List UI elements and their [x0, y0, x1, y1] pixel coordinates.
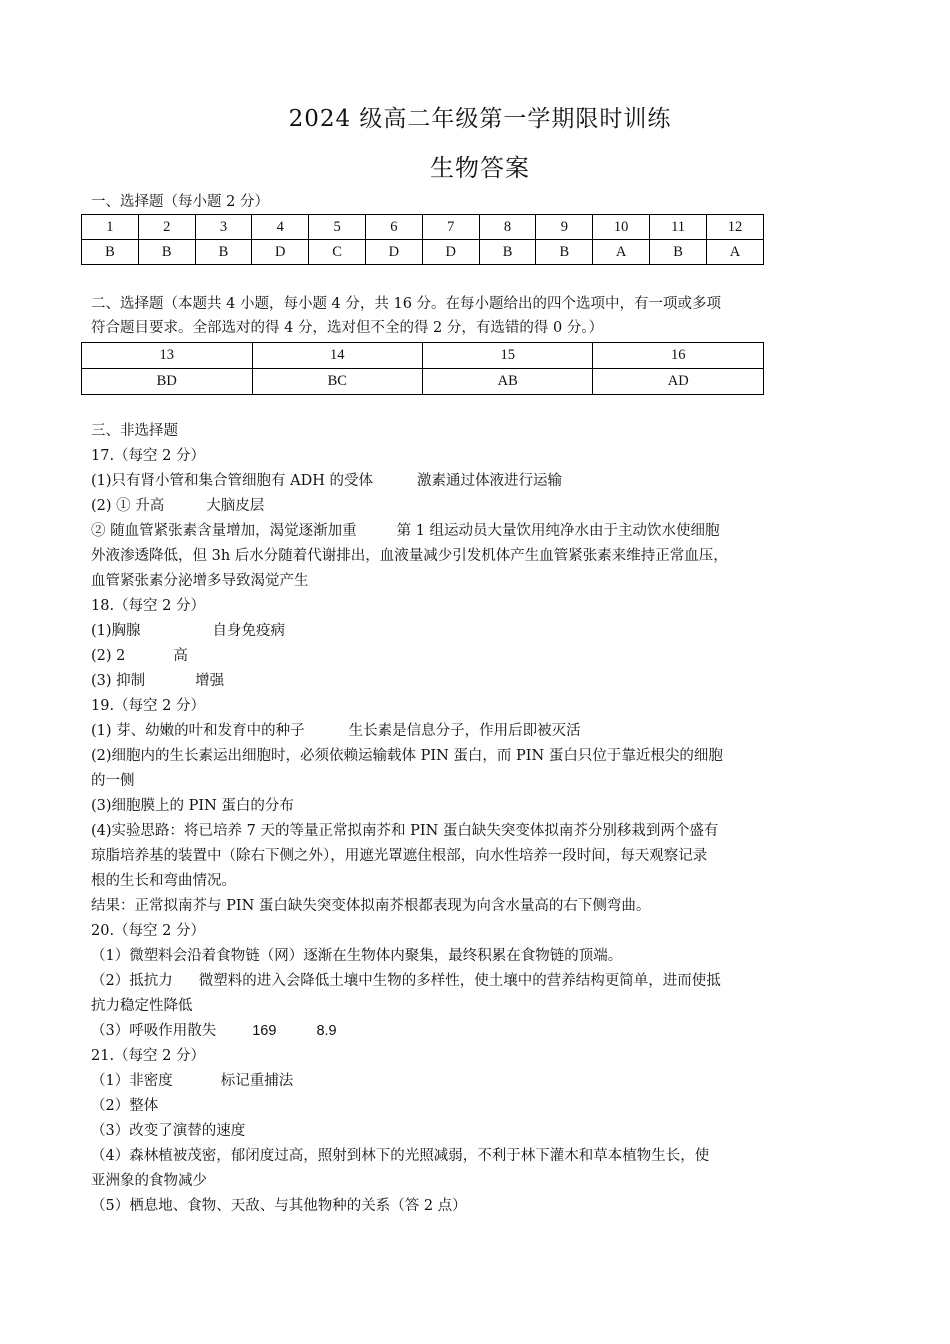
section2-heading-line2: 符合题目要求。全部选对的得 4 分，选对但不全的得 2 分，有选错的得 0 分。）	[91, 320, 604, 336]
q17-line1	[91, 471, 562, 491]
q20-answer-4b: 169	[252, 1023, 277, 1039]
q20-line3: 抗力稳定性降低	[91, 998, 193, 1014]
question-number: 8	[479, 215, 536, 240]
q21-line1	[91, 1071, 293, 1091]
q21-line5: 亚洲象的食物减少	[91, 1173, 207, 1189]
q20-answer-4a: （3）呼吸作用散失	[91, 1023, 217, 1039]
q20-line2	[91, 971, 721, 991]
question-number: 13	[82, 343, 253, 369]
q18-answer-2a: (2) 2	[91, 648, 126, 664]
q19-line5: (4)实验思路：将已培养 7 天的等量正常拟南芥和 PIN 蛋白缺失突变体拟南芥分别移栽到两个盛有	[91, 823, 719, 839]
answer-cell: B	[82, 240, 139, 265]
q19-line3: 的一侧	[91, 773, 135, 789]
section3-heading: 三、非选择题	[91, 423, 178, 439]
question-number: 15	[422, 343, 593, 369]
answer-cell: B	[536, 240, 593, 265]
q20-heading: 20.（每空 2 分）	[91, 923, 206, 939]
q18-heading: 18.（每空 2 分）	[91, 598, 206, 614]
q19-line2: (2)细胞内的生长素运出细胞时，必须依赖运输载体 PIN 蛋白，而 PIN 蛋白只位于靠近根尖的细胞	[91, 748, 723, 764]
section1-answer-table	[81, 214, 764, 265]
answer-cell: B	[479, 240, 536, 265]
q17-line3	[91, 521, 720, 541]
answer-cell: D	[366, 240, 423, 265]
answer-cell: B	[650, 240, 707, 265]
answer-cell: D	[422, 240, 479, 265]
q17-heading: 17.（每空 2 分）	[91, 448, 206, 464]
q19-line4: (3)细胞膜上的 PIN 蛋白的分布	[91, 798, 294, 814]
q20-line4	[91, 1021, 337, 1041]
q20-answer-2b: 微塑料的进入会降低土壤中生物的多样性，使土壤中的营养结构更简单，进而使抵	[198, 973, 721, 989]
q21-line2: （2）整体	[91, 1098, 159, 1114]
section1-heading: 一、选择题（每小题 2 分）	[91, 194, 269, 210]
q19-heading: 19.（每空 2 分）	[91, 698, 206, 714]
q17-answer-2a: (2) ① 升高	[91, 498, 165, 514]
q18-answer-1a: (1)胸腺	[91, 623, 141, 639]
question-number: 10	[593, 215, 650, 240]
question-number: 12	[707, 215, 764, 240]
q19-answer-1b: 生长素是信息分子，作用后即被灭活	[348, 723, 581, 739]
q21-line6: （5）栖息地、食物、天敌、与其他物种的关系（答 2 点）	[91, 1198, 467, 1214]
q19-line1	[91, 721, 581, 741]
q17-answer-3b: 第 1 组运动员大量饮用纯净水由于主动饮水使细胞	[396, 523, 720, 539]
q19-answer-1a: (1) 芽、幼嫩的叶和发育中的种子	[91, 723, 305, 739]
section2-heading-line1: 二、选择题（本题共 4 小题，每小题 4 分，共 16 分。在每小题给出的四个选项中，有一项或多项	[91, 296, 722, 312]
answer-cell: C	[309, 240, 366, 265]
answer-cell: BD	[82, 369, 253, 395]
q18-answer-2b: 高	[173, 648, 188, 664]
question-number: 16	[593, 343, 764, 369]
answer-cell: B	[138, 240, 195, 265]
answer-cell: A	[593, 240, 650, 265]
answer-cell: AB	[422, 369, 593, 395]
answer-cell: BC	[252, 369, 422, 395]
question-number: 9	[536, 215, 593, 240]
q20-answer-2a: （2）抵抗力	[91, 973, 173, 989]
q18-answer-3a: (3) 抑制	[91, 673, 146, 689]
q17-answer-3a: ② 随血管紧张素含量增加，渴觉逐渐加重	[91, 523, 357, 539]
q18-answer-3b: 增强	[195, 673, 225, 689]
q17-line4: 外液渗透降低，但 3h 后水分随着代谢排出，血液量减少引发机体产生血管紧张素来维持正常血压，	[91, 548, 728, 564]
answer-cell: D	[252, 240, 309, 265]
q17-line2	[91, 496, 264, 516]
page-title: 2024 级高二年级第一学期限时训练	[288, 106, 672, 132]
question-number: 11	[650, 215, 707, 240]
question-number: 3	[195, 215, 252, 240]
answer-cell: AD	[593, 369, 764, 395]
q21-heading: 21.（每空 2 分）	[91, 1048, 206, 1064]
q21-answer-1b: 标记重捕法	[220, 1073, 294, 1089]
question-number: 2	[138, 215, 195, 240]
q19-line8: 结果：正常拟南芥与 PIN 蛋白缺失突变体拟南芥根都表现为向含水量高的右下侧弯曲。	[91, 898, 651, 914]
page-subtitle: 生物答案	[430, 154, 530, 182]
section2-answer-table	[81, 342, 764, 395]
q17-answer-2b: 大脑皮层	[206, 498, 265, 514]
q21-line3: （3）改变了演替的速度	[91, 1123, 246, 1139]
q17-line5: 血管紧张素分泌增多导致渴觉产生	[91, 573, 309, 589]
q17-answer-1b: 激素通过体液进行运输	[417, 473, 562, 489]
q18-answer-1b: 自身免疫病	[212, 623, 286, 639]
question-number: 7	[422, 215, 479, 240]
question-number: 5	[309, 215, 366, 240]
q17-answer-1a: (1)只有肾小管和集合管细胞有 ADH 的受体	[91, 473, 373, 489]
question-number: 6	[366, 215, 423, 240]
q20-line1: （1）微塑料会沿着食物链（网）逐渐在生物体内聚集，最终积累在食物链的顶端。	[91, 948, 623, 964]
question-number: 14	[252, 343, 422, 369]
table-row-numbers	[82, 343, 764, 369]
q19-line7: 根的生长和弯曲情况。	[91, 873, 236, 889]
q18-line3	[91, 671, 224, 691]
table-row-numbers	[82, 215, 764, 240]
q20-answer-4c: 8.9	[316, 1023, 337, 1039]
answer-cell: B	[195, 240, 252, 265]
question-number: 1	[82, 215, 139, 240]
question-number: 4	[252, 215, 309, 240]
q21-answer-1a: （1）非密度	[91, 1073, 173, 1089]
q18-line1	[91, 621, 285, 641]
q18-line2	[91, 646, 188, 666]
q19-line6: 琼脂培养基的装置中（除右下侧之外），用遮光罩遮住根部，向水性培养一段时间，每天观察记录	[91, 848, 708, 864]
answer-cell: A	[707, 240, 764, 265]
q21-line4: （4）森林植被茂密，郁闭度过高，照射到林下的光照减弱，不利于林下灌木和草本植物生长，使	[91, 1148, 710, 1164]
table-row-answers	[82, 240, 764, 265]
table-row-answers	[82, 369, 764, 395]
